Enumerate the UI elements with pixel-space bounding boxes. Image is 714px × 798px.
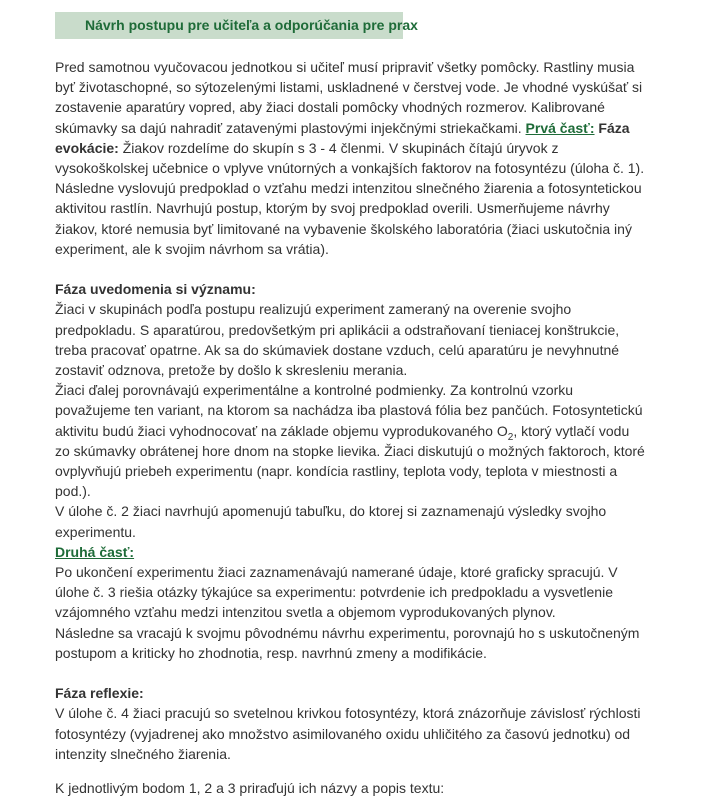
awareness-paragraph-2 [55,380,645,501]
reflection-phase-title: Fáza reflexie: [55,685,144,702]
awareness-paragraph-1: Žiaci v skupinách podľa postupu realizujú experiment zameraný na overenie svojho predpokladu. S aparatúrou, predovšetkým pri aplikácii a odstraňovaní tieniacej konštrukcie, treba pracovať opatrne. Ak sa do skúmaviek dostane vzduch, celú aparatúru je nevyhnutné zostaviť odznova, pretože by došlo k skresleniu merania. [55,301,620,379]
awareness-phase-title: Fáza uvedomenia si významu: [55,281,256,298]
evocation-text: Žiakov rozdelíme do skupín s 3 - 4 členmi. V skupinách čítajú úryvok z vysokoškolskej učebnice o vplyve vnútorných a vonkajších faktorov na fotosyntézu (úloha č. 1). Následne vyslovujú predpoklad o vzťahu medzi intenzitou slnečného žiarenia a fotosyntetickou aktivitou rastlín. Navrhujú postup, ktorým by svoj predpoklad overili. Usmerňujeme návrhy žiakov, ktoré nemusia byť limitované na vybavenie školského laboratória (žiaci uskutočnia iný experiment, ale k svojim návrhom sa vrátia). [55,139,645,257]
first-part-link[interactable]: Prvá časť: [525,119,595,136]
oxygen-subscript: 2 [507,431,514,443]
intro-text: Pred samotnou vyučovacou jednotkou si učiteľ musí pripraviť všetky pomôcky. Rastliny musia byť životaschopné, so sýtozelenými listami, uskladnené v čerstvej vode. Je vhodné vyskúšať si zostavenie aparatúry vopred, aby žiaci dostali pomôcky vhodných rozmerov. Kalibrované skúmavky sa dajú nahradiť zatavenými plastovými injekčnými striekačkami. [55,59,643,136]
second-part-paragraph-2: Následne sa vracajú k svojmu pôvodnému návrhu experimentu, porovnajú ho s uskutočneným postupom a kriticky ho zhodnotia, resp. navrhnú zmeny a modifikácie. [55,624,640,661]
cutoff-text: K jednotlivým bodom 1, 2 a 3 priraďujú ich názvy a popis textu: [55,780,445,796]
intro-paragraph [55,57,645,259]
evocation-phase-label: Fáza evokácie: [55,119,630,156]
second-part-paragraph-1: Po ukončení experimentu žiaci zaznamenávajú namerané údaje, ktoré graficky spracujú. V úlohe č. 3 riešia otázky týkajúce sa experimentu: potvrdenie ich predpokladu a vysvetlenie vzájomného vzťahu medzi intenzitou svetla a objemom vyprodukovaných plynov. [55,564,618,621]
awareness-p2-end: , ktorý vytlačí vodu zo skúmavky obrátenej hore dnom na stopke lievika. Žiaci diskutujú o možných faktoroch, ktoré ovplyvňujú priebeh experimentu (napr. kondícia rastliny, teplota vody, teplota v miestnosti a pod.). [55,422,645,500]
section-heading: Návrh postupu pre učiteľa a odporúčania pre prax [55,12,403,39]
awareness-p2-start: Žiaci ďalej porovnávajú experimentálne a kontrolné podmienky. Za kontrolnú vzorku považujeme ten variant, na ktorom sa nachádza iba plastová fólia bez pančúch. Fotosyntetickú aktivitu budú žiaci vyhodnocovať na základe objemu vyprodukovaného O [55,382,643,439]
awareness-paragraph-3: V úlohe č. 2 žiaci navrhujú apomenujú tabuľku, do ktorej si zaznamenajú výsledky svojho experimentu. [55,503,607,540]
article-body [55,57,645,764]
reflection-paragraph-1: V úlohe č. 4 žiaci pracujú so svetelnou krivkou fotosyntézy, ktorá znázorňuje závislosť rýchlosti fotosyntézy (vyjadrenej ako množstvo asimilovaného oxidu uhličitého za časovú jednotku) od intenzity slnečného žiarenia. [55,705,641,762]
cutoff-text-line [55,778,645,798]
second-part-link[interactable]: Druhá časť: [55,543,135,560]
